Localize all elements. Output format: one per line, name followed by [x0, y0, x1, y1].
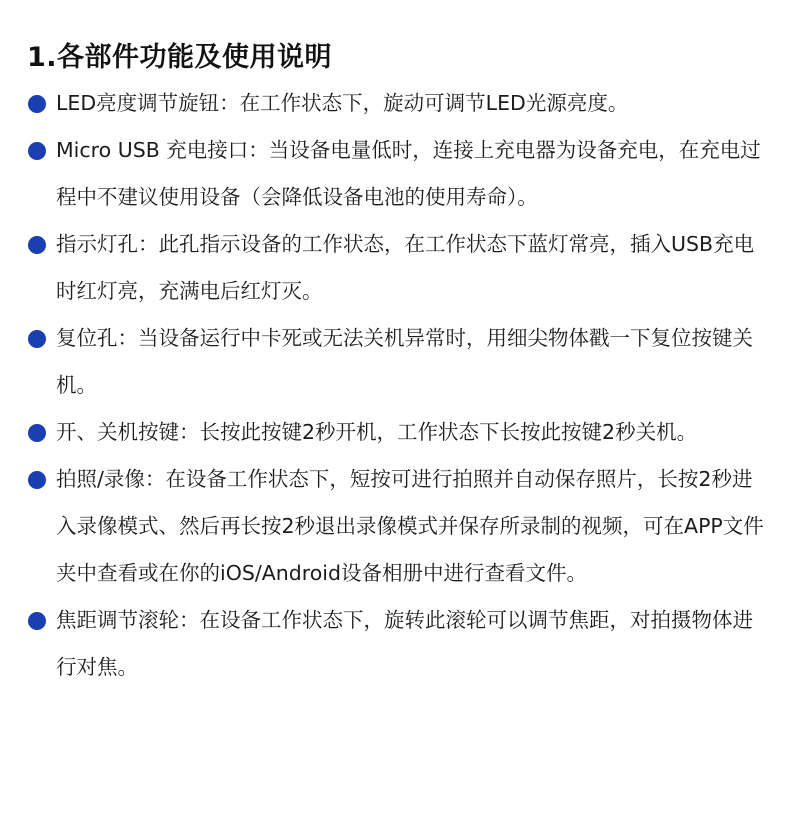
bullet-dot-icon: [28, 612, 46, 630]
bullet-dot-icon: [28, 471, 46, 489]
feature-list: [28, 80, 768, 691]
list-item: [28, 456, 768, 597]
bullet-dot-icon: [28, 330, 46, 348]
list-item: [28, 315, 768, 409]
list-item-text: LED亮度调节旋钮：在工作状态下，旋动可调节LED光源亮度。: [56, 91, 629, 115]
section-title: 1.各部件功能及使用说明: [27, 42, 333, 73]
list-item-text: 复位孔：当设备运行中卡死或无法关机异常时，用细尖物体戳一下复位按键关机。: [56, 326, 753, 397]
bullet-dot-icon: [28, 236, 46, 254]
bullet-dot-icon: [28, 142, 46, 160]
bullet-dot-icon: [28, 95, 46, 113]
list-item: [28, 597, 768, 691]
list-item-text: 指示灯孔：此孔指示设备的工作状态，在工作状态下蓝灯常亮，插入USB充电时红灯亮，充满电后红灯灭。: [56, 232, 755, 303]
list-item-text: 开、关机按键：长按此按键2秒开机，工作状态下长按此按键2秒关机。: [56, 420, 698, 444]
list-item-text: 拍照/录像：在设备工作状态下，短按可进行拍照并自动保存照片，长按2秒进入录像模式、然后再长按2秒退出录像模式并保存所录制的视频，可在APP文件夹中查看或在你的iOS/Android设备相册中进行查看文件。: [56, 467, 764, 585]
list-item: [28, 221, 768, 315]
list-item: [28, 409, 768, 456]
list-item-text: 焦距调节滚轮：在设备工作状态下，旋转此滚轮可以调节焦距，对拍摄物体进行对焦。: [56, 608, 753, 679]
list-item: [28, 80, 768, 127]
list-item: [28, 127, 768, 221]
list-item-text: Micro USB 充电接口：当设备电量低时，连接上充电器为设备充电，在充电过程中不建议使用设备（会降低设备电池的使用寿命）。: [56, 138, 761, 209]
bullet-dot-icon: [28, 424, 46, 442]
